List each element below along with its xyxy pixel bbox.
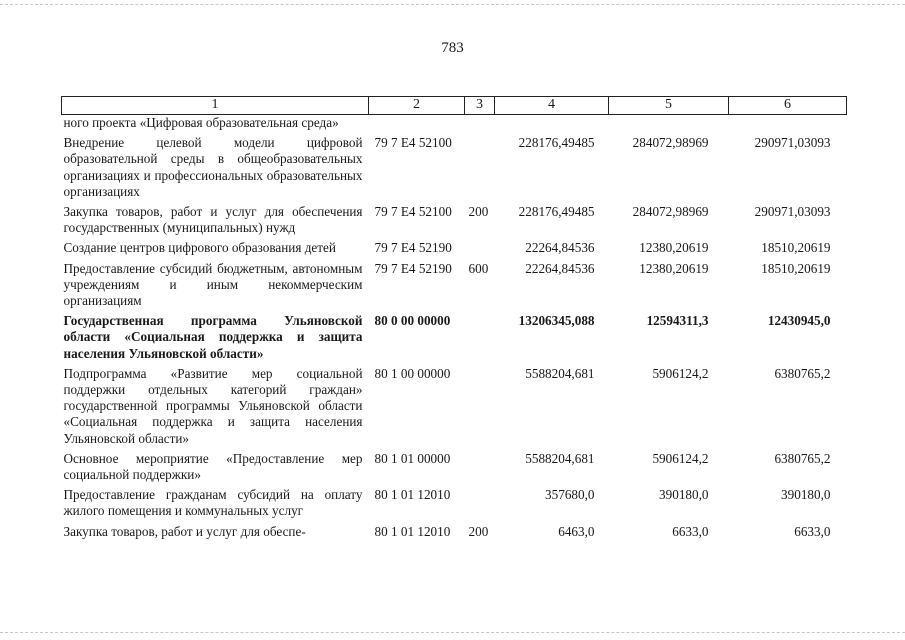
cell-amount-year3: 6380765,2 [774, 365, 831, 381]
table-row [62, 257, 847, 310]
cell-amount-year1: 228176,49485 [518, 204, 595, 220]
cell-name: Государственная программа Ульяновской области «Социальная поддержка и защита населения Ульяновской области» [63, 313, 363, 361]
cell-amount-year3: 290971,03093 [754, 135, 831, 151]
cell-code [369, 115, 465, 132]
cell-amount-year3: 6633,0 [794, 523, 831, 539]
cell-name: Подпрограмма «Развитие мер социальной поддержки отдельных категорий граждан» государственной программы Ульяновской области «Социальная поддержка и защита населения Ульяновской области» [63, 365, 363, 446]
cell-amount-year2: 12594311,3 [646, 313, 709, 329]
cell-code: 79 7 E4 52100 [374, 135, 452, 151]
cell-amount-year1: 6463,0 [558, 523, 595, 539]
cell-amount-year3: 18510,20619 [761, 240, 831, 256]
cell-expense-type: 200 [468, 523, 489, 539]
cell-expense-type [465, 309, 495, 362]
cell-amount-year3: 12430945,0 [767, 313, 831, 329]
cell-name: Внедрение целевой модели цифровой образовательной среды в общеобразовательных организациях и профессиональных образовательных организациях [63, 135, 363, 199]
table-row [62, 236, 847, 256]
table-row [62, 483, 847, 519]
cell-name: Основное мероприятие «Предоставление мер социальной поддержки» [63, 450, 363, 483]
column-header: 1 [62, 97, 369, 115]
cell-code: 80 0 00 00000 [374, 313, 451, 329]
cell-amount-year2: 5906124,2 [652, 450, 709, 466]
cell-amount-year2: 284072,98969 [632, 135, 709, 151]
cell-name: Предоставление субсидий бюджетным, автономным учреждениям и иным некоммерческим организациям [63, 260, 363, 309]
cell-amount-year2 [609, 115, 729, 132]
cell-amount-year3: 6380765,2 [774, 450, 831, 466]
scan-edge-top [0, 4, 905, 6]
page-number: 783 [441, 40, 464, 56]
cell-amount-year1: 357680,0 [545, 487, 595, 503]
table-row [62, 362, 847, 447]
cell-amount-year1: 5588204,681 [525, 450, 595, 466]
cell-amount-year1: 13206345,088 [518, 313, 595, 329]
cell-amount-year2: 284072,98969 [632, 204, 709, 220]
table-body [62, 115, 847, 540]
column-header: 6 [729, 97, 847, 115]
cell-expense-type [465, 483, 495, 519]
cell-amount-year3: 390180,0 [781, 487, 831, 503]
cell-expense-type [465, 131, 495, 200]
cell-expense-type: 600 [468, 260, 489, 276]
cell-expense-type [465, 115, 495, 132]
column-header: 4 [495, 97, 609, 115]
table-row [62, 309, 847, 362]
column-header: 5 [609, 97, 729, 115]
cell-amount-year1: 228176,49485 [518, 135, 595, 151]
table-row [62, 520, 847, 540]
cell-name: ного проекта «Цифровая образовательная среда» [63, 115, 339, 130]
cell-code: 80 1 01 12010 [374, 487, 451, 503]
table-row [62, 200, 847, 236]
cell-amount-year1: 5588204,681 [525, 365, 595, 381]
cell-amount-year2: 5906124,2 [652, 365, 709, 381]
cell-amount-year1: 22264,84536 [525, 260, 595, 276]
cell-code: 80 1 00 00000 [374, 365, 451, 381]
cell-amount-year2: 12380,20619 [639, 240, 709, 256]
cell-expense-type [465, 362, 495, 447]
cell-expense-type [465, 447, 495, 483]
cell-code: 79 7 E4 52100 [374, 204, 452, 220]
cell-name: Закупка товаров, работ и услуг для обеспе- [63, 523, 306, 539]
table-row [62, 115, 847, 132]
cell-name: Закупка товаров, работ и услуг для обеспечения государственных (муниципальных) нужд [63, 204, 363, 236]
table-header-row [62, 97, 847, 115]
table-row [62, 447, 847, 483]
cell-expense-type [465, 236, 495, 256]
column-header: 2 [369, 97, 465, 115]
scan-edge-bottom [0, 632, 905, 634]
cell-name: Предоставление гражданам субсидий на оплату жилого помещения и коммунальных услуг [63, 487, 363, 519]
column-header: 3 [465, 97, 495, 115]
cell-code: 80 1 01 12010 [374, 523, 451, 539]
cell-amount-year1: 22264,84536 [525, 240, 595, 256]
cell-amount-year1 [495, 115, 609, 132]
cell-expense-type: 200 [468, 204, 489, 220]
table-row [62, 131, 847, 200]
cell-amount-year2: 12380,20619 [639, 260, 709, 276]
cell-amount-year3: 18510,20619 [761, 260, 831, 276]
cell-code: 80 1 01 00000 [374, 450, 451, 466]
cell-amount-year3: 290971,03093 [754, 204, 831, 220]
cell-amount-year2: 6633,0 [672, 523, 709, 539]
cell-code: 79 7 E4 52190 [374, 240, 452, 256]
budget-table [61, 96, 847, 540]
cell-name: Создание центров цифрового образования детей [63, 240, 336, 256]
cell-code: 79 7 E4 52190 [374, 260, 452, 276]
cell-amount-year2: 390180,0 [659, 487, 709, 503]
cell-amount-year3 [729, 115, 847, 132]
